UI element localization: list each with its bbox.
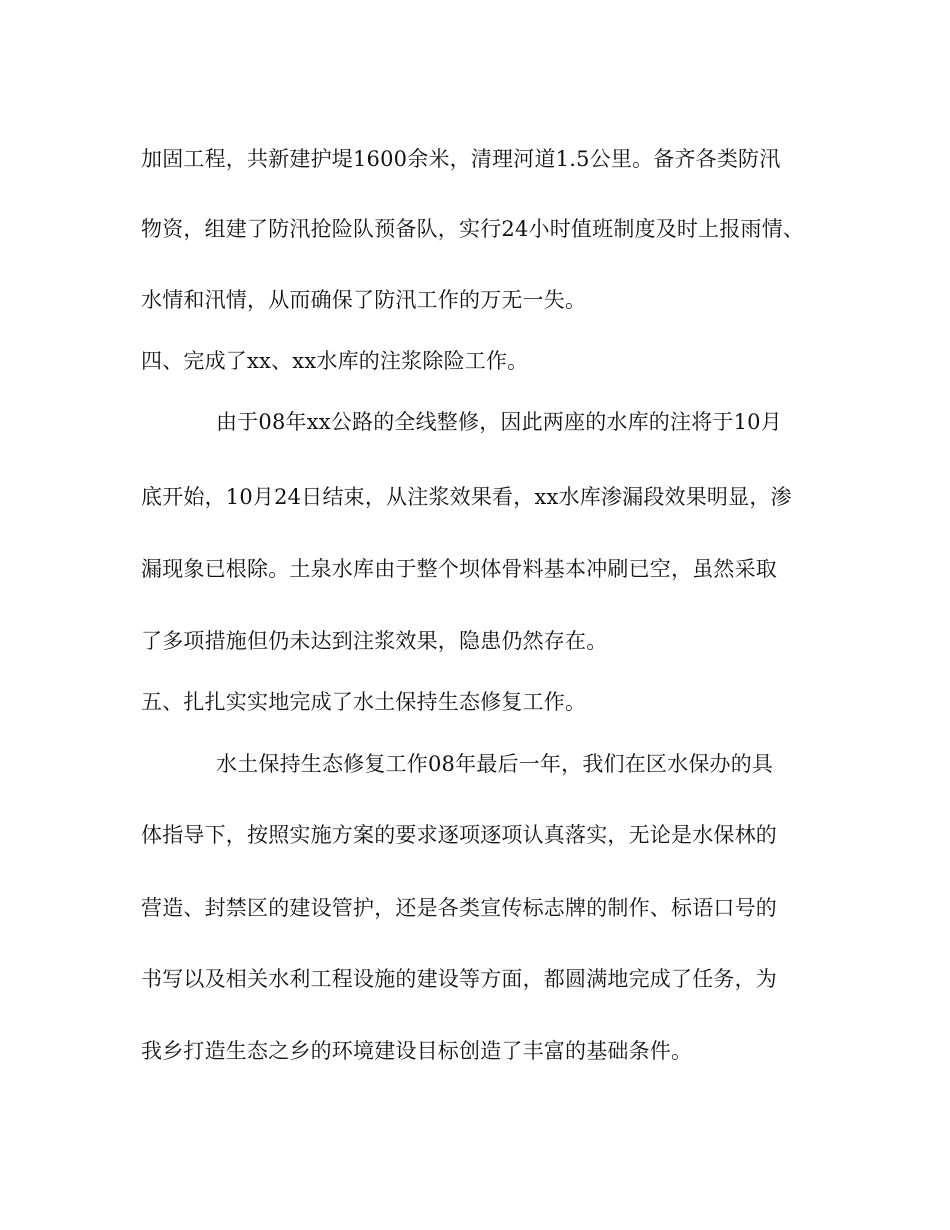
paragraph-line: 物资，组建了防汛抢险队预备队，实行24小时值班制度及时上报雨情、 xyxy=(141,217,805,241)
paragraph-line: 了多项措施但仍未达到注浆效果，隐患仍然存在。 xyxy=(141,629,608,653)
paragraph-line: 水情和汛情，从而确保了防汛工作的万无一失。 xyxy=(141,288,587,312)
paragraph-line: 加固工程，共新建护堤1600余米，清理河道1.5公里。备齐各类防汛 xyxy=(141,147,781,171)
paragraph-line: 由于08年xx公路的全线整修，因此两座的水库的注将于10月 xyxy=(216,410,782,434)
paragraph-line: 我乡打造生态之乡的环境建设目标创造了丰富的基础条件。 xyxy=(141,1039,693,1063)
paragraph-line: 营造、封禁区的建设管护，还是各类宣传标志牌的制作、标语口号的 xyxy=(141,896,777,920)
paragraph-line: 漏现象已根除。土泉水库由于整个坝体骨料基本冲刷已空，虽然采取 xyxy=(141,557,777,581)
paragraph-line: 体指导下，按照实施方案的要求逐项逐项认真落实，无论是水保林的 xyxy=(141,823,777,847)
paragraph-line: 水土保持生态修复工作08年最后一年，我们在区水保办的具 xyxy=(216,752,774,776)
paragraph-line: 书写以及相关水利工程设施的建设等方面，都圆满地完成了任务，为 xyxy=(141,967,777,991)
paragraph-line: 底开始，10月24日结束，从注浆效果看，xx水库渗漏段效果明显，渗 xyxy=(141,485,792,509)
section-heading: 五、扎扎实实地完成了水土保持生态修复工作。 xyxy=(141,690,587,714)
section-heading: 四、完成了xx、xx水库的注浆除险工作。 xyxy=(141,349,529,373)
